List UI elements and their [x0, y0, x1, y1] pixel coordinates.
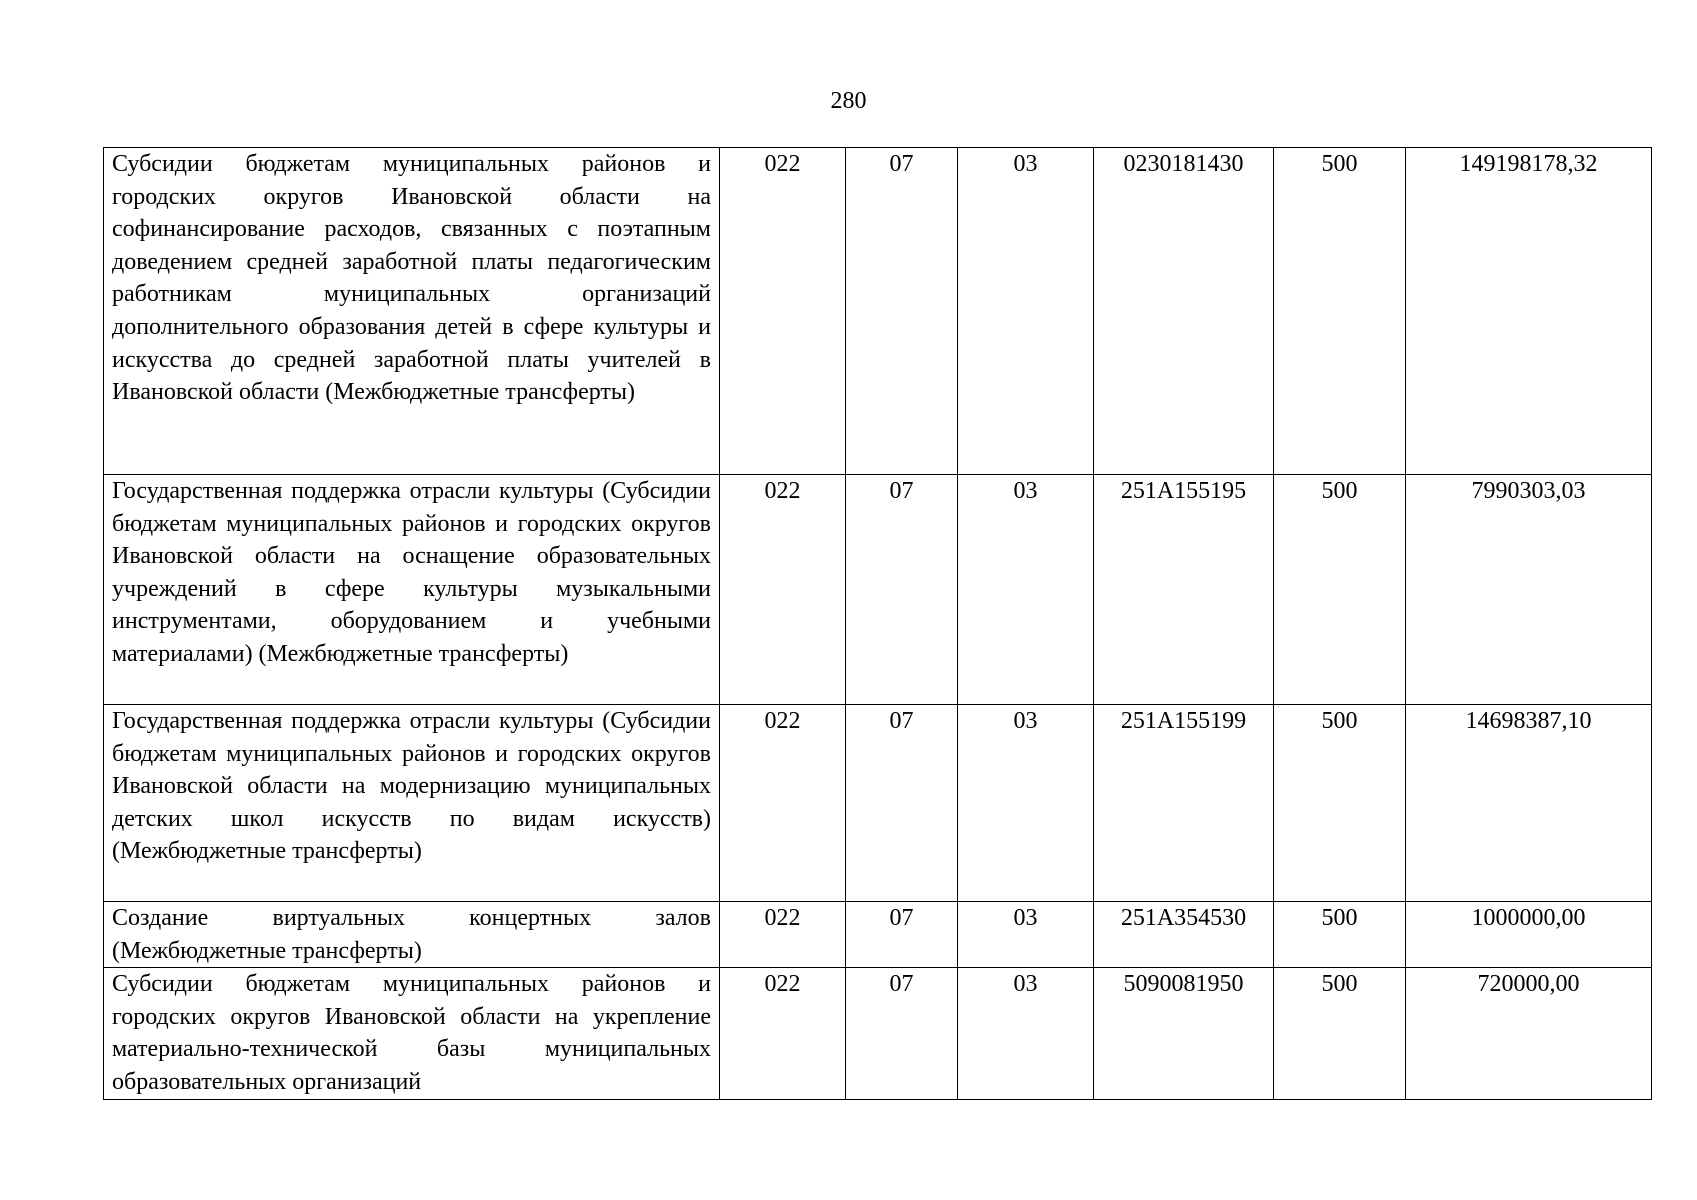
row-target-article-code: 251A354530	[1094, 902, 1274, 968]
row-description: Субсидии бюджетам муниципальных районов и городских округов Ивановской области на укрепление материально-технической базы муниципальных образовательных организаций	[104, 968, 720, 1099]
budget-table	[103, 147, 1652, 1100]
row-target-article-code: 251A155195	[1094, 475, 1274, 705]
row-expense-type-code: 500	[1274, 968, 1406, 1099]
row-subsection-code: 03	[958, 902, 1094, 968]
row-description: Субсидии бюджетам муниципальных районов и городских округов Ивановской области на софинансирование расходов, связанных с поэтапным доведением средней заработной платы педагогическим работникам муниципальных организаций дополнительного образования детей в сфере культуры и искусства до средней заработной платы учителей в Ивановской области (Межбюджетные трансферты)	[104, 148, 720, 475]
table-row	[104, 968, 1652, 1099]
table-row	[104, 902, 1652, 968]
row-expense-type-code: 500	[1274, 902, 1406, 968]
row-description: Государственная поддержка отрасли культуры (Субсидии бюджетам муниципальных районов и городских округов Ивановской области на модернизацию муниципальных детских школ искусств по видам искусств) (Межбюджетные трансферты)	[104, 705, 720, 902]
row-amount: 720000,00	[1406, 968, 1652, 1099]
row-subsection-code: 03	[958, 148, 1094, 475]
row-grbs-code: 022	[720, 968, 846, 1099]
row-section-code: 07	[846, 705, 958, 902]
row-section-code: 07	[846, 148, 958, 475]
row-description: Государственная поддержка отрасли культуры (Субсидии бюджетам муниципальных районов и городских округов Ивановской области на оснащение образовательных учреждений в сфере культуры музыкальными инструментами, оборудованием и учебными материалами) (Межбюджетные трансферты)	[104, 475, 720, 705]
row-amount: 1000000,00	[1406, 902, 1652, 968]
row-section-code: 07	[846, 475, 958, 705]
row-grbs-code: 022	[720, 902, 846, 968]
row-expense-type-code: 500	[1274, 148, 1406, 475]
row-amount: 7990303,03	[1406, 475, 1652, 705]
row-subsection-code: 03	[958, 705, 1094, 902]
row-target-article-code: 251A155199	[1094, 705, 1274, 902]
row-target-article-code: 5090081950	[1094, 968, 1274, 1099]
row-subsection-code: 03	[958, 968, 1094, 1099]
row-section-code: 07	[846, 968, 958, 1099]
table-row	[104, 148, 1652, 475]
row-grbs-code: 022	[720, 475, 846, 705]
row-amount: 14698387,10	[1406, 705, 1652, 902]
row-expense-type-code: 500	[1274, 705, 1406, 902]
row-amount: 149198178,32	[1406, 148, 1652, 475]
row-description: Создание виртуальных концертных залов (Межбюджетные трансферты)	[104, 902, 720, 968]
row-grbs-code: 022	[720, 705, 846, 902]
row-grbs-code: 022	[720, 148, 846, 475]
row-target-article-code: 0230181430	[1094, 148, 1274, 475]
table-row	[104, 475, 1652, 705]
table-row	[104, 705, 1652, 902]
page-number: 280	[830, 88, 867, 114]
row-subsection-code: 03	[958, 475, 1094, 705]
row-expense-type-code: 500	[1274, 475, 1406, 705]
row-section-code: 07	[846, 902, 958, 968]
